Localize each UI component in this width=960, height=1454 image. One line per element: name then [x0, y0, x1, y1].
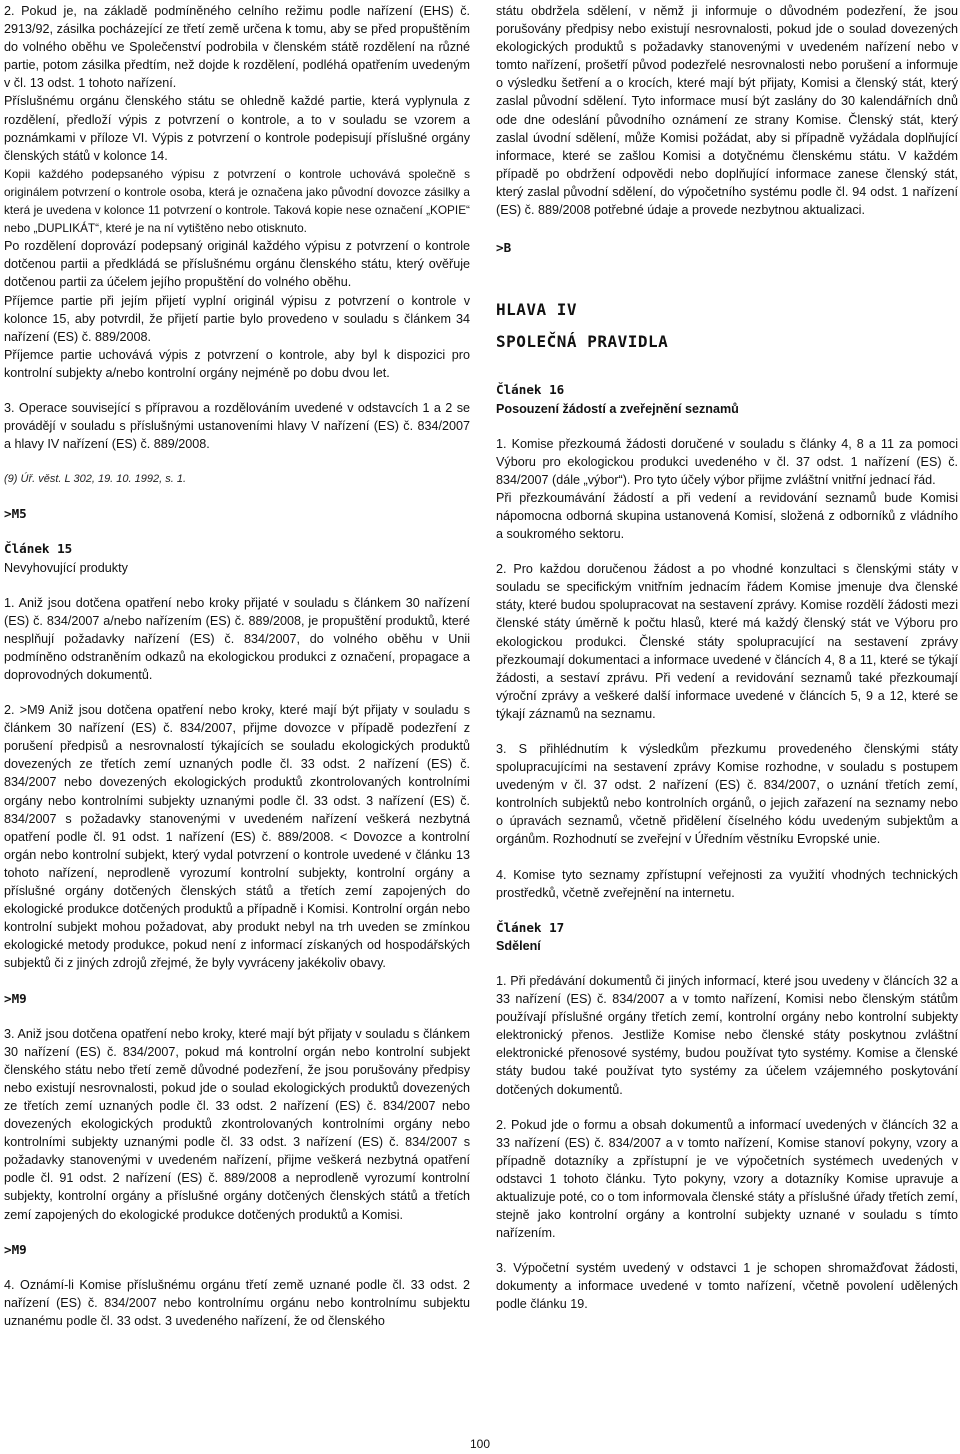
article-16-title: Článek 16: [496, 382, 565, 398]
paragraph-article16-3: 3. S přihlédnutím k výsledkům přezkumu provedeného členskými státy spolupracujícími na sestavení zprávy Komise rozhodne, v souladu s postupem uvedeným v čl. 37 odst. 2 nařízení (ES) č. 834/2007, o uznání třetích zemí, kontrolních subjektů nebo kontrolních orgánů, o jejich zařazení na seznamy nebo o úpravách seznamů, včetně přidělení číselného kódu uvedeným subjektům a orgánům. Rozhodnutí se zveřejní v Úředním věstníku Evropské unie.: [496, 742, 958, 847]
article-15-subtitle: Nevyhovující produkty: [4, 560, 128, 575]
amendment-marker-m5: >M5: [4, 506, 27, 522]
paragraph-article16-1b: Při přezkoumávání žádostí a při vedení a revidování seznamů bude Komisi nápomocna odborná skupina ustanovená Komisí, složená z odborníků z vládního a soukromého sektoru.: [496, 490, 958, 542]
paragraph-extract-submission: Příslušnému orgánu členského státu se ohledně každé partie, která vyplynula z rozdělení, předloží výpis z potvrzení o kontrole, a to v souladu se vzorem a poznámkami v příloze VI. Výpis z potvrzení o kontrole podepisují příslušné orgány členských států v kolonce 14.: [4, 94, 470, 163]
article-17-title: Článek 17: [496, 919, 565, 935]
paragraph-article15-2: 2. >M9 Aniž jsou dotčena opatření nebo kroky, které mají být přijaty v souladu s článkem 30 nařízení (ES) č. 834/2007, přijme dovozce v případě podezření z porušení předpisů a nesrovnalostí týkajících se souladu ekologických produktů dovezených ze třetích zemí uznaných podle čl. 33 odst. 2 nařízení (ES) č. 834/2007 nebo dovezených ekologických produktů zkontrolovaných kontrolními orgány nebo kontrolními subjekty uznanými podle čl. 33 odst. 3 nařízení (ES) č. 834/2007 s požadavky stanovenými v uvedeném nařízení veškerá nezbytná opatření podle čl. 91 odst. 1 nařízení (ES) č. 889/2008. < Dovozce a kontrolní orgán nebo kontrolní subjekt, který vydal potvrzení o kontrole uvedené v článku 13 tohoto nařízení, neprodleně vyrozumí kontrolní subjekty, kontrolní orgány a příslušné orgány dotčených členských států a třetích zemí zapojených do ekologické produkce dotčených produktů a případně i Komisi. Kontrolní orgán nebo kontrolní subjekt mohou požadovat, aby produkt nebyl na trh uveden se zmínkou ekologické metody produkce, pokud není z informací získaných od hospodářských subjektů či z jiných zdrojů zřejmé, že byly vyvráceny jakékoliv obavy.: [4, 703, 470, 971]
paragraph-article17-3: 3. Výpočetní systém uvedený v odstavci 1 je schopen shromažďovat žádosti, dokumenty a informace uvedené v tomto nařízení, včetně povolení udělených podle článku 19.: [496, 1261, 958, 1312]
right-column: [496, 2, 958, 1314]
paragraph-article16-1: 1. Komise přezkoumá žádosti doručené v souladu s články 4, 8 a 11 za pomoci Výboru pro ekologickou produkci uvedeného v čl. 37 odst. 1 nařízení (ES) č. 834/2007 (dále „výbor“). Pro tyto účely výbor přijme zvláštní vnitřní jednací řád.: [496, 436, 958, 487]
title-heading: HLAVA IV: [496, 300, 578, 320]
amendment-marker-b: >B: [496, 240, 512, 256]
article-15-title: Článek 15: [4, 541, 73, 557]
paragraph-after-splitting: Po rozdělení doprovází podepsaný originál každého výpisu z potvrzení o kontrole dotčenou partii a předkládá se příslušnému orgánu členského státu, který ověřuje dotčenou partii za účelem jejího propuštění do volného oběhu.: [4, 239, 470, 290]
page-number: 100: [469, 1437, 491, 1451]
paragraph-consignee-fill: Příjemce partie při jejím přijetí vyplní originál výpisu z potvrzení o kontrole v kolonce 15, aby potvrdil, že přijetí partie bylo provedeno v souladu s článkem 34 nařízení (ES) č. 889/2008.: [4, 293, 470, 344]
paragraph-article15-3: 3. Aniž jsou dotčena opatření nebo kroky, které mají být přijaty v souladu s článkem 30 nařízení (ES) č. 834/2007, pokud má kontrolní orgán nebo kontrolní subjekt členského státu nebo třetí země důvodné podezření, že jsou porušovány předpisy nebo existují nesrovnalosti, pokud jde o soulad ekologických produktů dovezených ze třetích zemí uznaných podle čl. 33 odst. 2 nařízení (ES) č. 834/2007 nebo dovezených ekologických produktů zkontrolovaných kontrolními orgány nebo kontrolními subjekty uznanými podle čl. 33 odst. 3 nařízení (ES) č. 834/2007 s požadavky stanovenými v uvedeném nařízení, přijme veškerá nezbytná opatření podle čl. 91 odst. 2 nařízení (ES) č. 889/2008 a neprodleně vyrozumí kontrolní subjekty, kontrolní orgány a příslušné orgány dotčených členských států a třetích zemí zapojených do ekologické produkce dotčených produktů a Komisi.: [4, 1026, 470, 1222]
paragraph-article16-2: 2. Pro každou doručenou žádost a po vhodné konzultaci s členskými státy v souladu se specifickým vnitřním jednacím řádem Komise jmenuje dva členské státy, které budou spolupracovat na sestavení zprávy. Komise rozdělí žádosti mezi členské státy úměrně k počtu hlasů, které má každý členský stát ve Výboru pro ekologickou produkci. Členské státy spolupracující na sestavení zprávy přezkoumají dokumentaci a informace uvedené v článcích 4, 8 a 11, které se týkají žádosti, a sestaví zprávu. Při vedení a revidování seznamů také přezkoumají výroční zprávy a veškeré další informace uvedené v článcích 5, 9 a 12, které se týkají záznamů na seznamu.: [496, 562, 958, 721]
paragraph-article15-4: 4. Oznámí-li Komise příslušnému orgánu třetí země uznané podle čl. 33 odst. 2 nařízení (ES) č. 834/2007 nebo kontrolnímu orgánu nebo kontrolnímu subjektu uznanému podle čl. 33 odst. 3 uvedeného nařízení, že od členského: [4, 1277, 470, 1328]
paragraph-article17-2: 2. Pokud jde o formu a obsah dokumentů a informací uvedených v článcích 32 a 33 nařízení (ES) č. 834/2007 a v tomto nařízení, Komise stanoví pokyny, vzory a případně dotazníky a zpřístupní je ve výpočetních systémech uvedených v odstavci 1 tohoto článku. Tyto pokyny, vzory a dotazníky Komise upravuje a aktualizuje poté, co o tom informovala členské státy a příslušné úřady třetích zemí, stejně jako kontrolní orgány a kontrolní subjekty uznané v souladu s tímto nařízením.: [496, 1117, 958, 1241]
amendment-marker-m9-second: >M9: [4, 1241, 27, 1257]
paragraph-article17-1: 1. Při předávání dokumentů či jiných informací, které jsou uvedeny v článcích 32 a 33 nařízení (ES) č. 834/2007 a v tomto nařízení, Komisi nebo členským státům používají příslušné orgány třetích zemí, kontrolní orgány nebo kontrolní subjekty elektronický přenos. Jestliže Komise nebo členské státy poskytnou zvláštní elektronické přenosové systémy, budou používat tyto systémy. Komise a členské státy budou také používat tyto systémy za účelem vzájemného poskytování dotčených dokumentů.: [496, 973, 958, 1097]
article-16-subtitle: Posouzení žádostí a zveřejnění seznamů: [496, 401, 739, 416]
paragraph-copy-retention: Kopii každého podepsaného výpisu z potvrzení o kontrole uchovává společně s originálem potvrzení o kontrole osoba, která je označena jako původní dovozce zásilky a která je uvedena v kolonce 11 potvrzení o kontrole. Taková kopie nese označení „KOPIE“ nebo „DUPLIKÁT“, které je na ní vytištěno nebo otisknuto.: [4, 166, 470, 236]
amendment-marker-m9: >M9: [4, 990, 27, 1006]
paragraph-article14-2: 2. Pokud je, na základě podmíněného celního režimu podle nařízení (EHS) č. 2913/92, zásilka pocházející ze třetí země určena k tomu, aby se před propuštěním do volného oběhu ve Společenství podrobila v členském státě rozdělení na různé partie, potom zásilka předtím, než dojde k rozdělení, podléhá opatřením uvedeným v čl. 13 odst. 1 tohoto nařízení.: [4, 4, 470, 91]
title-name: SPOLEČNÁ PRAVIDLA: [496, 332, 669, 352]
paragraph-article15-1: 1. Aniž jsou dotčena opatření nebo kroky přijaté v souladu s článkem 30 nařízení (ES) č. 834/2007 a/nebo nařízením (ES) č. 889/2008, je propuštění produktů, které nesplňují požadavky nařízení (ES) č. 834/2007, do volného oběhu v Unii podmíněno odstraněním odkazů na ekologickou produkci z označení, propagace a doprovodných dokumentů.: [4, 595, 470, 682]
paragraph-article16-4: 4. Komise tyto seznamy zpřístupní veřejnosti za využití vhodných technických prostředků, včetně zveřejnění na internetu.: [496, 867, 958, 900]
paragraph-continuation: státu obdržela sdělení, v němž ji informuje o důvodném podezření, že jsou porušovány předpisy nebo existují nesrovnalosti, pokud jde o soulad dovezených ekologických produktů s požadavky stanovenými v uvedeném nařízení nebo v tomto nařízení, prošetří původ podezřelé nesrovnalosti nebo porušení a informuje o výsledku šetření a o krocích, které mají být přijaty, Komisi a členský stát, který zaslal původní sdělení. Tyto informace musí být zaslány do 30 kalendářních dnů ode dne odeslání původního oznámení ze strany Komise. Členský stát, který zaslal úvodní sdělení, může Komisi požádat, aby si případně vyžádala doplňující informace, které se zašlou Komisi a dotyčnému členskému státu. V každém případě po obdržení odpovědi nebo doplňující informace zanese členský stát, který zaslal původní sdělení, do výpočetního systému podle čl. 94 odst. 1 nařízení (ES) č. 889/2008 potřebné údaje a provede nezbytnou aktualizaci.: [496, 4, 958, 218]
paragraph-article14-3: 3. Operace související s přípravou a rozdělováním uvedené v odstavcích 1 a 2 se provádějí v souladu s příslušnými ustanoveními hlavy V nařízení (ES) č. 834/2007 a hlavy IV nařízení (ES) č. 889/2008.: [4, 400, 470, 452]
left-column: [4, 2, 470, 1330]
paragraph-consignee-keep: Příjemce partie uchovává výpis z potvrzení o kontrole, aby byl k dispozici pro kontrolní subjekty a/nebo kontrolní orgány nejméně po dobu dvou let.: [4, 347, 470, 380]
footnote: (9) Úř. věst. L 302, 19. 10. 1992, s. 1.: [4, 473, 187, 486]
article-17-subtitle: Sdělení: [496, 938, 541, 953]
